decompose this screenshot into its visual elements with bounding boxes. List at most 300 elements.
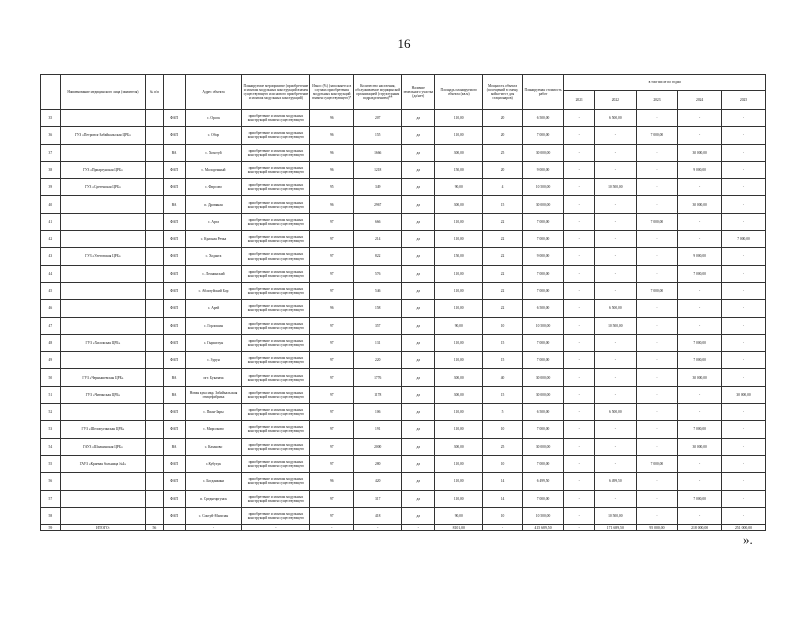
row-index bbox=[146, 110, 164, 127]
row-2024: - bbox=[678, 110, 722, 127]
row-area: 110,00 bbox=[435, 110, 483, 127]
row-activity: приобретение и монтаж модульных конструкций взамен существующего bbox=[242, 127, 310, 144]
row-population: 576 bbox=[354, 265, 402, 282]
row-land: да bbox=[402, 248, 435, 265]
row-population: 106 bbox=[354, 404, 402, 421]
row-2023: - bbox=[636, 438, 678, 455]
row-wear: 97 bbox=[310, 334, 354, 351]
row-2021: - bbox=[564, 455, 595, 472]
row-2021: - bbox=[564, 421, 595, 438]
row-type: ВА bbox=[163, 196, 185, 213]
row-address: с.Кубухук bbox=[185, 455, 242, 472]
total-type bbox=[163, 525, 185, 531]
total-2025: 251 000,00 bbox=[722, 525, 766, 531]
row-area: 110,00 bbox=[435, 334, 483, 351]
row-land: да bbox=[402, 161, 435, 178]
row-organization bbox=[60, 317, 145, 334]
row-address: с. Леонинский bbox=[185, 265, 242, 282]
row-2021: - bbox=[564, 473, 595, 490]
row-2022: 6 499,50 bbox=[595, 473, 637, 490]
row-type: ВА bbox=[163, 144, 185, 161]
total-address: - bbox=[185, 525, 242, 531]
row-organization: ГУЗ «Шелопугинская ЦРБ» bbox=[60, 421, 145, 438]
row-activity: приобретение и монтаж модульных конструкций взамен существующего bbox=[242, 473, 310, 490]
row-capacity: 25 bbox=[483, 144, 522, 161]
row-activity: приобретение и монтаж модульных конструкций взамен существующего bbox=[242, 317, 310, 334]
row-2024: - bbox=[678, 300, 722, 317]
row-population: 220 bbox=[354, 352, 402, 369]
row-address: с. Арей bbox=[185, 300, 242, 317]
row-number: 47 bbox=[41, 317, 61, 334]
row-address: с. Мирсоково bbox=[185, 421, 242, 438]
row-2025: - bbox=[722, 144, 766, 161]
row-area: 300,00 bbox=[435, 196, 483, 213]
row-address: с. Молодежный bbox=[185, 161, 242, 178]
row-capacity: 20 bbox=[483, 161, 522, 178]
row-capacity: 10 bbox=[483, 455, 522, 472]
row-index bbox=[146, 179, 164, 196]
row-population: 158 bbox=[354, 300, 402, 317]
table-row bbox=[41, 248, 766, 265]
row-type: ФАП bbox=[163, 490, 185, 507]
row-index bbox=[146, 213, 164, 230]
row-area: 110,00 bbox=[435, 265, 483, 282]
row-capacity: 14 bbox=[483, 473, 522, 490]
row-2025: - bbox=[722, 196, 766, 213]
row-area: 110,00 bbox=[435, 473, 483, 490]
row-number: 39 bbox=[41, 179, 61, 196]
row-2021: - bbox=[564, 265, 595, 282]
table-row bbox=[41, 507, 766, 524]
row-type: ФАП bbox=[163, 231, 185, 248]
row-2025: - bbox=[722, 110, 766, 127]
row-land: да bbox=[402, 213, 435, 230]
row-area: 300,00 bbox=[435, 386, 483, 403]
row-2022: 10 500,00 bbox=[595, 179, 637, 196]
row-organization: ГАУЗ «Краевая больница №4» bbox=[60, 455, 145, 472]
row-2023: - bbox=[636, 369, 678, 386]
row-2021: - bbox=[564, 507, 595, 524]
row-2022: - bbox=[595, 161, 637, 178]
row-2024: 9 000,00 bbox=[678, 161, 722, 178]
row-2022: - bbox=[595, 455, 637, 472]
row-land: да bbox=[402, 490, 435, 507]
row-population: 280 bbox=[354, 455, 402, 472]
row-2021: - bbox=[564, 300, 595, 317]
row-2023: - bbox=[636, 300, 678, 317]
closing-quote-mark: ». bbox=[743, 532, 753, 547]
table-row bbox=[41, 110, 766, 127]
row-cost: 30 000,00 bbox=[522, 144, 564, 161]
row-area: 90,00 bbox=[435, 179, 483, 196]
row-cost: 7 000,00 bbox=[522, 490, 564, 507]
row-organization: ГУЗ «Чернышевская ЦРБ» bbox=[60, 369, 145, 386]
row-2024: 7 000,00 bbox=[678, 334, 722, 351]
row-2023: - bbox=[636, 110, 678, 127]
row-type: ФАП bbox=[163, 282, 185, 299]
row-2025: 30 000,00 bbox=[722, 386, 766, 403]
row-2025: - bbox=[722, 404, 766, 421]
row-2021: - bbox=[564, 282, 595, 299]
table-row bbox=[41, 334, 766, 351]
row-address: с. Соктуй-Милозан bbox=[185, 507, 242, 524]
row-organization bbox=[60, 144, 145, 161]
row-number: 50 bbox=[41, 369, 61, 386]
row-land: да bbox=[402, 438, 435, 455]
row-index bbox=[146, 352, 164, 369]
row-organization: ГУЗ «Сретенская ЦРБ» bbox=[60, 179, 145, 196]
row-area: 300,00 bbox=[435, 438, 483, 455]
total-count: 56 bbox=[146, 525, 164, 531]
row-address: с. Зурун bbox=[185, 352, 242, 369]
row-land: да bbox=[402, 110, 435, 127]
table-row bbox=[41, 473, 766, 490]
row-address: с. Ходакта bbox=[185, 248, 242, 265]
row-activity: приобретение и монтаж модульных конструкций взамен существующего bbox=[242, 386, 310, 403]
row-capacity: 10 bbox=[483, 507, 522, 524]
row-number: 37 bbox=[41, 144, 61, 161]
row-population: 1666 bbox=[354, 144, 402, 161]
header-organization: Наименование медицинского лица (заявителя) bbox=[60, 75, 145, 110]
row-cost: 9 000,00 bbox=[522, 248, 564, 265]
row-2024: 7 000,00 bbox=[678, 490, 722, 507]
row-organization: ГУЗ «Улетовская ЦРБ» bbox=[60, 248, 145, 265]
table-row bbox=[41, 369, 766, 386]
row-population: 317 bbox=[354, 490, 402, 507]
row-index bbox=[146, 404, 164, 421]
row-2022: - bbox=[595, 352, 637, 369]
table-row bbox=[41, 179, 766, 196]
row-address: с. Пиан-Зары bbox=[185, 404, 242, 421]
row-2023: 7 000,00 bbox=[636, 127, 678, 144]
row-number: 52 bbox=[41, 404, 61, 421]
row-index bbox=[146, 196, 164, 213]
row-type: ФАП bbox=[163, 213, 185, 230]
row-2021: - bbox=[564, 179, 595, 196]
row-wear: 97 bbox=[310, 490, 354, 507]
row-wear: 97 bbox=[310, 507, 354, 524]
row-cost: 6 500,00 bbox=[522, 300, 564, 317]
row-number: 42 bbox=[41, 231, 61, 248]
row-organization bbox=[60, 490, 145, 507]
header-population: Количество населения, обслуживаемое медицинской организацией (структурным подразделением)** bbox=[354, 75, 402, 110]
row-population: 1776 bbox=[354, 369, 402, 386]
row-activity: приобретение и монтаж модульных конструкций взамен существующего bbox=[242, 507, 310, 524]
row-index bbox=[146, 300, 164, 317]
table-row bbox=[41, 421, 766, 438]
total-label: ИТОГО: bbox=[60, 525, 145, 531]
row-area: 300,00 bbox=[435, 369, 483, 386]
row-activity: приобретение и монтаж модульных конструкций взамен существующего bbox=[242, 455, 310, 472]
row-activity: приобретение и монтаж модульных конструкций взамен существующего bbox=[242, 248, 310, 265]
row-2025: - bbox=[722, 300, 766, 317]
row-2025: - bbox=[722, 213, 766, 230]
row-organization: ГУЗ «Читинская ЦРБ» bbox=[60, 386, 145, 403]
row-capacity: 15 bbox=[483, 334, 522, 351]
header-year-2022: 2022 bbox=[595, 91, 637, 110]
header-number bbox=[41, 75, 61, 110]
row-cost: 7 000,00 bbox=[522, 421, 564, 438]
table-body bbox=[41, 110, 766, 531]
row-2025: - bbox=[722, 179, 766, 196]
row-area: 150,00 bbox=[435, 161, 483, 178]
row-address: с. Арта bbox=[185, 213, 242, 230]
row-organization bbox=[60, 352, 145, 369]
row-index bbox=[146, 231, 164, 248]
row-activity: приобретение и монтаж модульных конструкций взамен существующего bbox=[242, 369, 310, 386]
row-land: да bbox=[402, 282, 435, 299]
row-population: 357 bbox=[354, 317, 402, 334]
row-activity: приобретение и монтаж модульных конструкций взамен существующего bbox=[242, 196, 310, 213]
table-row bbox=[41, 300, 766, 317]
row-organization bbox=[60, 213, 145, 230]
row-number: 46 bbox=[41, 300, 61, 317]
row-2025: - bbox=[722, 317, 766, 334]
row-capacity: 10 bbox=[483, 317, 522, 334]
row-index bbox=[146, 317, 164, 334]
row-wear: 96 bbox=[310, 300, 354, 317]
row-2023: - bbox=[636, 404, 678, 421]
row-cost: 9 000,00 bbox=[522, 161, 564, 178]
row-type: ФАП bbox=[163, 248, 185, 265]
row-2024: - bbox=[678, 473, 722, 490]
table-row bbox=[41, 404, 766, 421]
row-2022: - bbox=[595, 386, 637, 403]
row-population: 1178 bbox=[354, 386, 402, 403]
row-cost: 10 500,00 bbox=[522, 179, 564, 196]
row-cost: 30 000,00 bbox=[522, 386, 564, 403]
row-2023: - bbox=[636, 473, 678, 490]
row-2024: 7 000,00 bbox=[678, 352, 722, 369]
row-number: 44 bbox=[41, 265, 61, 282]
row-index bbox=[146, 265, 164, 282]
page-number: 16 bbox=[397, 36, 411, 51]
row-land: да bbox=[402, 507, 435, 524]
table-row bbox=[41, 438, 766, 455]
row-area: 110,00 bbox=[435, 231, 483, 248]
row-cost: 7 000,00 bbox=[522, 282, 564, 299]
row-index bbox=[146, 127, 164, 144]
row-2023: - bbox=[636, 490, 678, 507]
row-type: ФАП bbox=[163, 110, 185, 127]
row-number: 56 bbox=[41, 473, 61, 490]
row-wear: 96 bbox=[310, 196, 354, 213]
row-2023: - bbox=[636, 334, 678, 351]
row-2025: - bbox=[722, 352, 766, 369]
row-area: 90,00 bbox=[435, 317, 483, 334]
row-wear: 97 bbox=[310, 386, 354, 403]
row-capacity: 22 bbox=[483, 231, 522, 248]
row-type: ФАП bbox=[163, 507, 185, 524]
row-index bbox=[146, 455, 164, 472]
row-capacity: 22 bbox=[483, 282, 522, 299]
total-cost: 415 689,50 bbox=[522, 525, 564, 531]
row-2023: 7 000,00 bbox=[636, 282, 678, 299]
row-organization bbox=[60, 404, 145, 421]
total-wear: - bbox=[310, 525, 354, 531]
row-number: 57 bbox=[41, 490, 61, 507]
row-population: 418 bbox=[354, 507, 402, 524]
row-2025: - bbox=[722, 127, 766, 144]
row-address: с. Горлошин bbox=[185, 317, 242, 334]
header-area: Площадь планируемого объекта (кв.м) bbox=[435, 75, 483, 110]
row-capacity: 22 bbox=[483, 213, 522, 230]
row-2023: - bbox=[636, 144, 678, 161]
row-cost: 7 000,00 bbox=[522, 334, 564, 351]
row-2024: - bbox=[678, 317, 722, 334]
row-2024: 30 000,00 bbox=[678, 144, 722, 161]
row-2022: - bbox=[595, 231, 637, 248]
row-organization: ГУЗ «Хилокская ЦРБ» bbox=[60, 334, 145, 351]
table-row bbox=[41, 490, 766, 507]
total-population: - bbox=[354, 525, 402, 531]
row-capacity: 14 bbox=[483, 490, 522, 507]
row-address: с. Красная Речка bbox=[185, 231, 242, 248]
row-capacity: 15 bbox=[483, 352, 522, 369]
row-wear: 97 bbox=[310, 421, 354, 438]
row-2023: - bbox=[636, 317, 678, 334]
row-population: 2967 bbox=[354, 196, 402, 213]
total-2024: 218 000,00 bbox=[678, 525, 722, 531]
row-activity: приобретение и монтаж модульных конструкций взамен существующего bbox=[242, 404, 310, 421]
row-cost: 10 500,00 bbox=[522, 507, 564, 524]
row-address: п. Среднеаргунск bbox=[185, 490, 242, 507]
row-number: 48 bbox=[41, 334, 61, 351]
row-2021: - bbox=[564, 352, 595, 369]
row-index bbox=[146, 282, 164, 299]
row-2024: - bbox=[678, 179, 722, 196]
total-2021: - bbox=[564, 525, 595, 531]
row-organization bbox=[60, 300, 145, 317]
row-type: ФАП bbox=[163, 317, 185, 334]
row-type: ФАП bbox=[163, 334, 185, 351]
row-number: 38 bbox=[41, 161, 61, 178]
row-2025: - bbox=[722, 161, 766, 178]
row-2024: - bbox=[678, 507, 722, 524]
row-number: 55 bbox=[41, 455, 61, 472]
total-area: 8101,00 bbox=[435, 525, 483, 531]
row-2022: - bbox=[595, 265, 637, 282]
row-cost: 7 000,00 bbox=[522, 265, 564, 282]
row-address: с. Богданкина bbox=[185, 473, 242, 490]
row-population: 191 bbox=[354, 421, 402, 438]
row-wear: 96 bbox=[310, 144, 354, 161]
row-area: 110,00 bbox=[435, 455, 483, 472]
row-capacity: 25 bbox=[483, 438, 522, 455]
table-row bbox=[41, 386, 766, 403]
row-type: ФАП bbox=[163, 179, 185, 196]
total-2023: 95 000,00 bbox=[636, 525, 678, 531]
total-row bbox=[41, 525, 766, 531]
row-organization bbox=[60, 110, 145, 127]
row-2023: - bbox=[636, 421, 678, 438]
row-2025: - bbox=[722, 421, 766, 438]
row-land: да bbox=[402, 196, 435, 213]
row-activity: приобретение и монтаж модульных конструкций взамен существующего bbox=[242, 300, 310, 317]
table-row bbox=[41, 265, 766, 282]
row-address: с. Хохотуй bbox=[185, 144, 242, 161]
row-capacity: 15 bbox=[483, 386, 522, 403]
row-2022: - bbox=[595, 144, 637, 161]
row-2024: 30 000,00 bbox=[678, 438, 722, 455]
row-2024: - bbox=[678, 282, 722, 299]
row-capacity: 22 bbox=[483, 300, 522, 317]
row-2024: - bbox=[678, 127, 722, 144]
row-area: 300,00 bbox=[435, 144, 483, 161]
row-2022: 6 500,00 bbox=[595, 300, 637, 317]
row-land: да bbox=[402, 334, 435, 351]
row-population: 666 bbox=[354, 213, 402, 230]
row-2024: 7 000,00 bbox=[678, 265, 722, 282]
row-2021: - bbox=[564, 490, 595, 507]
table-row bbox=[41, 455, 766, 472]
row-activity: приобретение и монтаж модульных конструкций взамен существующего bbox=[242, 231, 310, 248]
row-2023: 7 000,00 bbox=[636, 455, 678, 472]
row-2025: - bbox=[722, 473, 766, 490]
row-organization: ГАУЗ «Шилкинская ЦРБ» bbox=[60, 438, 145, 455]
row-type: ФАП bbox=[163, 352, 185, 369]
header-year-2021: 2021 bbox=[564, 91, 595, 110]
row-index bbox=[146, 473, 164, 490]
row-cost: 30 000,00 bbox=[522, 438, 564, 455]
total-2022: 171 689,50 bbox=[595, 525, 637, 531]
row-activity: приобретение и монтаж модульных конструкций взамен существующего bbox=[242, 282, 310, 299]
row-capacity: 4 bbox=[483, 179, 522, 196]
row-activity: приобретение и монтаж модульных конструкций взамен существующего bbox=[242, 421, 310, 438]
facilities-table bbox=[40, 74, 766, 531]
row-2023: - bbox=[636, 248, 678, 265]
row-2022: 6 500,00 bbox=[595, 404, 637, 421]
row-2022: - bbox=[595, 213, 637, 230]
row-wear: 97 bbox=[310, 438, 354, 455]
row-population: 131 bbox=[354, 334, 402, 351]
row-2021: - bbox=[564, 144, 595, 161]
row-cost: 30 000,00 bbox=[522, 369, 564, 386]
row-2022: - bbox=[595, 248, 637, 265]
row-activity: приобретение и монтаж модульных конструкций взамен существующего bbox=[242, 490, 310, 507]
header-wear: Износ (%) (заполняется в случаях приобретения модульных конструкций взамен существующего)* bbox=[310, 75, 354, 110]
row-land: да bbox=[402, 455, 435, 472]
row-2025: - bbox=[722, 282, 766, 299]
row-index bbox=[146, 161, 164, 178]
row-organization bbox=[60, 265, 145, 282]
row-number: 58 bbox=[41, 507, 61, 524]
row-area: 110,00 bbox=[435, 282, 483, 299]
table-row bbox=[41, 161, 766, 178]
row-address: с. Аблатуйский Бор bbox=[185, 282, 242, 299]
row-2024: 9 000,00 bbox=[678, 248, 722, 265]
row-2025: - bbox=[722, 248, 766, 265]
row-index bbox=[146, 490, 164, 507]
row-2022: - bbox=[595, 438, 637, 455]
row-land: да bbox=[402, 231, 435, 248]
row-2021: - bbox=[564, 231, 595, 248]
row-2023: - bbox=[636, 231, 678, 248]
row-cost: 7 000,00 bbox=[522, 127, 564, 144]
row-cost: 7 000,00 bbox=[522, 231, 564, 248]
row-2021: - bbox=[564, 334, 595, 351]
row-organization: ГУЗ «Приаргунская ЦРБ» bbox=[60, 161, 145, 178]
row-cost: 7 000,00 bbox=[522, 352, 564, 369]
row-land: да bbox=[402, 300, 435, 317]
row-organization: ГУЗ «Петровск-Забайкальская ЦРБ» bbox=[60, 127, 145, 144]
header-index: № п/п bbox=[146, 75, 164, 110]
row-address: с. Фирсово bbox=[185, 179, 242, 196]
row-cost: 6 500,00 bbox=[522, 110, 564, 127]
row-wear: 97 bbox=[310, 248, 354, 265]
row-type: ФАП bbox=[163, 161, 185, 178]
row-2025: - bbox=[722, 334, 766, 351]
